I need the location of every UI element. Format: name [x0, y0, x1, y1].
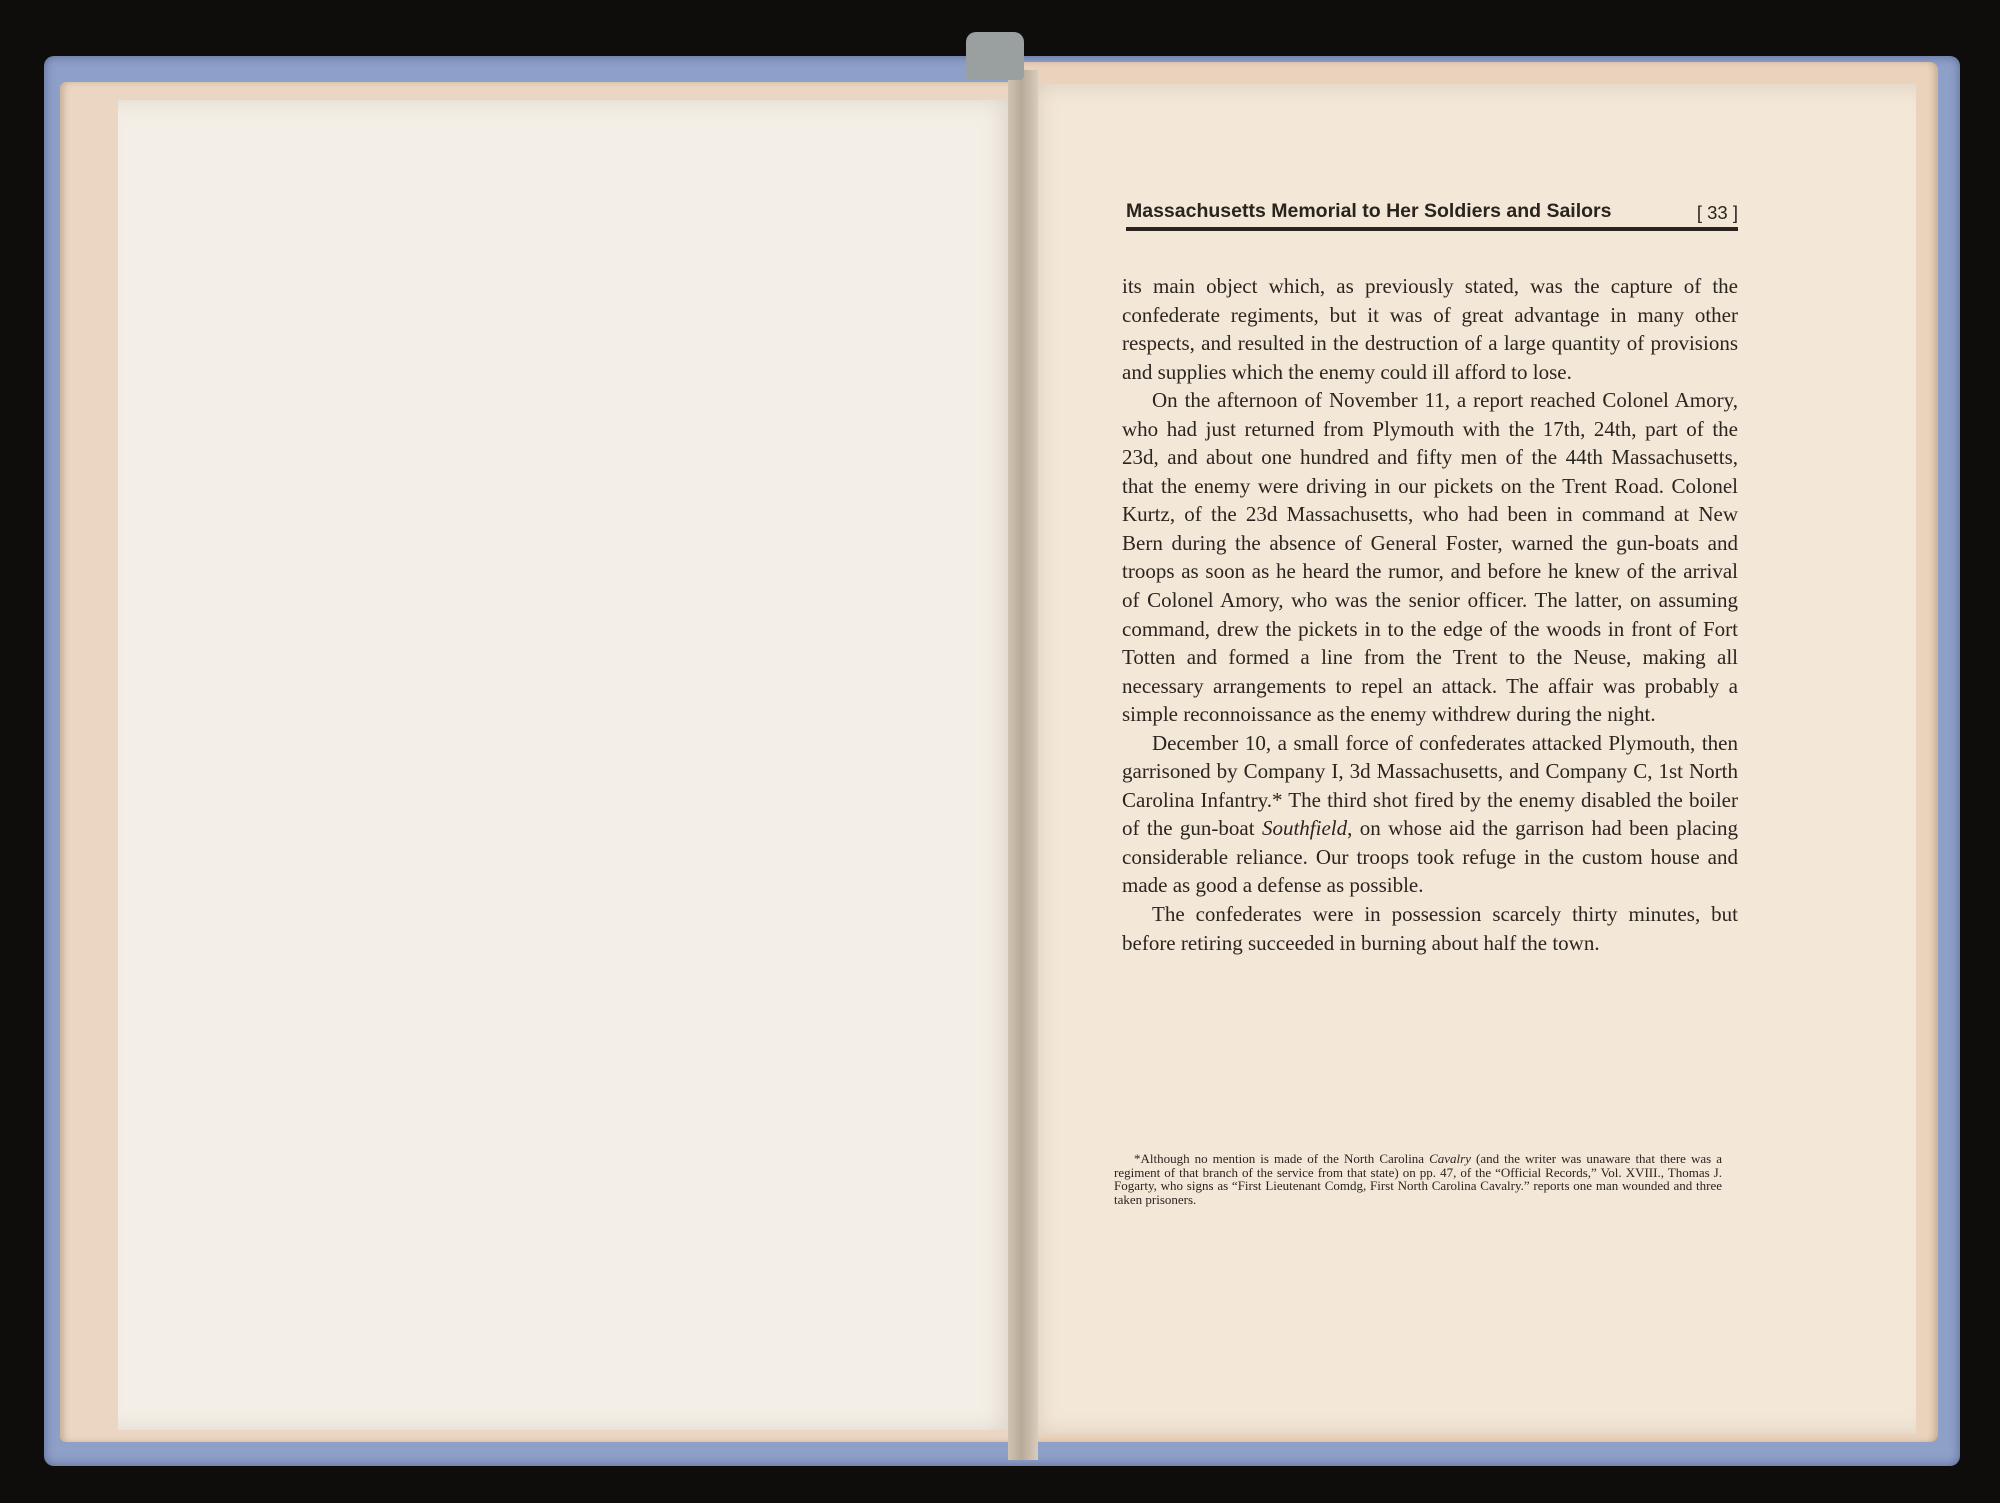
paragraph-2: On the afternoon of November 11, a report reached Colonel Amory, who had just returned from Plymouth with the 17th, 24th, part of the 23d, and about one hundred and fifty men of the 44th Massachusetts, that the enemy were driving in our pickets on the Trent Road. Colonel Kurtz, of the 23d Massachusetts, who had been in command at New Bern during the absence of General Foster, warned the gun-boats and troops as soon as he heard the rumor, and before he knew of the arrival of Colonel Amory, who was the senior officer. The latter, on assuming command, drew the pickets in to the edge of the woods in front of Fort Totten and formed a line from the Trent to the Neuse, making all necessary arrangements to repel an attack. The affair was probably a simple reconnoissance as the enemy withdrew during the night.	[1122, 388, 1738, 727]
left-page-blank	[118, 100, 1018, 1430]
paragraph-4: The confederates were in possession scarcely thirty minutes, but before retiring succeeded in burning about half the town.	[1122, 902, 1738, 955]
spine-top	[966, 32, 1024, 80]
footnote-text-start: *Although no mention is made of the North Carolina	[1134, 1151, 1430, 1166]
paragraph-3	[1122, 729, 1738, 900]
book-gutter	[1008, 70, 1038, 1460]
body-text	[1122, 272, 1738, 957]
paragraph-3-text-end: , on whose aid the garrison had been placing considerable reliance. Our troops took refuge in the custom house and made as good a defense as possible.	[1122, 816, 1738, 898]
running-title: Massachusetts Memorial to Her Soldiers and Sailors	[1126, 200, 1612, 222]
page-number: [ 33 ]	[1696, 202, 1738, 223]
ship-name: Southfield	[1261, 816, 1348, 841]
footnote	[1114, 1152, 1722, 1206]
footnote-text-end: (and the writer was unaware that there was a regiment of that branch of the service from that state) on pp. 47, of the “Official Records,” Vol. XVIII., Thomas J. Fogarty, who signs as “First Lieutenant Comdg, First North Carolina Cavalry.” reports one man wounded and three taken prisoners.	[1114, 1151, 1722, 1207]
paragraph-3-text-start: December 10, a small force of confederates attacked Plymouth, then garrisoned by Company I, 3d Massachusetts, and Company C, 1st North Carolina Infantry.* The third shot fired by the enemy disabled the boiler of the gun-boat	[1122, 730, 1738, 841]
paragraph-1: its main object which, as previously stated, was the capture of the confederate regiments, but it was of great advantage in many other respects, and resulted in the destruction of a large quantity of provisions and supplies which the enemy could ill afford to lose.	[1122, 274, 1738, 384]
footnote-italic: Cavalry	[1429, 1151, 1471, 1166]
header-rule	[1126, 227, 1738, 231]
